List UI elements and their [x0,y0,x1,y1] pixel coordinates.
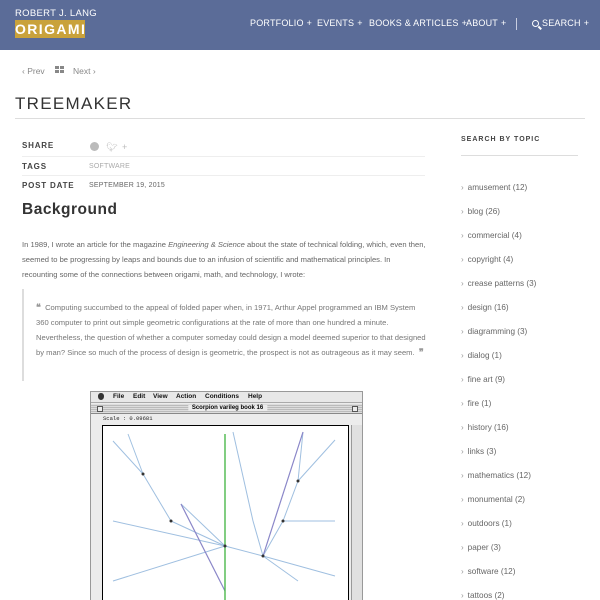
share-label: SHARE [22,141,55,150]
topic-label: design (16) [467,303,509,312]
meta-divider [22,156,425,157]
chevron-right-icon: › [461,399,464,408]
plus-icon[interactable]: + [122,142,128,152]
tree-diagram [103,426,350,600]
topic-label: outdoors (1) [467,519,512,528]
topic-link[interactable] [461,423,509,432]
topic-label: software (12) [467,567,516,576]
topic-link[interactable] [461,303,509,312]
para-text: In 1989, I wrote an article for the magazine [22,240,169,249]
twitter-icon[interactable]: 🐦︎ [106,142,118,152]
nav-item-about[interactable] [466,18,506,28]
topic-label: history (16) [467,423,509,432]
chevron-right-icon: › [461,423,464,432]
app-scrollbar [351,425,363,600]
topic-link[interactable] [461,567,515,576]
chevron-right-icon: › [461,543,464,552]
topic-link[interactable] [461,207,500,216]
quote-text: Computing succumbed to the appeal of folded paper when, in 1971, Arthur Appel programmed an IBM System 360 computer to print out simple geometric configurations at the rate of more than one hundred a minute. Nevertheless, the question of whether a computer someday could design a model deemed superior to that designed by man? Since so much of the process of design is geometric, the prospect is not as outrageous as it may seem. [36,303,426,357]
search-label: SEARCH [542,18,581,28]
chevron-right-icon: › [461,591,464,600]
search-icon [532,20,539,27]
app-titlebar [91,404,363,414]
quote-close-icon: ❞ [418,347,424,357]
post-date-value: SEPTEMBER 19, 2015 [89,182,165,189]
topic-label: paper (3) [467,543,501,552]
site-header [0,0,600,50]
zoom-box-icon [352,406,358,412]
scale-readout: Scale : 0.09681 [103,415,153,422]
plus-icon: + [357,18,363,28]
quote-open-icon: ❝ [36,302,41,312]
nav-item-portfolio[interactable] [250,18,312,28]
topic-link[interactable] [461,255,513,264]
section-heading: Background [22,201,118,218]
close-box-icon [97,406,103,412]
magazine-title: Engineering & Science [168,240,245,249]
topic-link[interactable] [461,471,531,480]
nav-label: PORTFOLIO [250,18,304,28]
topic-link[interactable] [461,375,505,384]
sidebar-divider [461,155,578,156]
chevron-right-icon: › [461,327,464,336]
meta-divider [22,175,425,176]
topic-label: links (3) [467,447,497,456]
logo-name: ROBERT J. LANG [15,8,97,19]
topic-label: copyright (4) [467,255,514,264]
chevron-right-icon: › [461,447,464,456]
title-divider [15,118,585,119]
plus-icon: + [501,18,507,28]
chevron-right-icon: › [461,471,464,480]
topic-link[interactable] [461,519,512,528]
topic-label: diagramming (3) [467,327,528,336]
topic-label: monumental (2) [467,495,526,504]
topic-link[interactable] [461,183,527,192]
chevron-right-icon: › [461,303,464,312]
topic-link[interactable] [461,351,502,360]
plus-icon: + [306,18,313,28]
prev-link[interactable]: ‹ Prev [22,66,45,76]
grid-icon[interactable] [55,66,65,74]
topic-label: blog (26) [467,207,500,216]
menu-view: View [153,393,168,400]
chevron-right-icon: › [461,519,464,528]
post-date-label: POST DATE [22,181,75,190]
sidebar-heading: SEARCH BY TOPIC [461,136,541,143]
topic-label: fine art (9) [467,375,505,384]
topic-link[interactable] [461,327,527,336]
topic-label: fire (1) [467,399,492,408]
topic-link[interactable] [461,399,491,408]
topic-link[interactable] [461,231,522,240]
topic-label: mathematics (12) [467,471,531,480]
plus-icon: + [461,18,468,28]
menu-action: Action [176,393,197,400]
menu-conditions: Conditions [205,393,239,400]
topic-link[interactable] [461,447,496,456]
chevron-right-icon: › [461,207,464,216]
topic-label: dialog (1) [467,351,502,360]
topic-label: commercial (4) [467,231,522,240]
topic-label: crease patterns (3) [467,279,537,288]
nav-item-events[interactable] [317,18,363,28]
nav-search-button[interactable] [532,18,589,28]
menu-file: File [113,393,125,400]
site-logo[interactable] [15,8,97,38]
chevron-right-icon: › [461,567,464,576]
topic-link[interactable] [461,591,505,600]
topic-link[interactable] [461,543,501,552]
tree-canvas [102,425,349,600]
nav-label: EVENTS [317,18,355,28]
topic-link[interactable] [461,495,525,504]
nav-label: ABOUT [466,18,499,28]
nav-label: BOOKS & ARTICLES [369,18,459,28]
chevron-right-icon: › [461,231,464,240]
apple-icon [98,393,104,400]
blockquote [22,289,428,381]
intro-paragraph [22,237,428,282]
chevron-right-icon: › [461,255,464,264]
app-menubar [91,392,363,403]
menu-edit: Edit [133,393,146,400]
page-title: TREEMAKER [15,94,133,113]
topic-label: tattoos (2) [467,591,505,600]
topic-label: amusement (12) [467,183,528,192]
facebook-icon[interactable]: f [90,142,99,151]
menu-help: Help [248,393,263,400]
chevron-right-icon: › [461,495,464,504]
tags-label: TAGS [22,162,47,171]
treemaker-screenshot [90,391,363,600]
app-window-title: Scorpion varileg book 16 [188,405,267,411]
nav-item-books-articles[interactable] [369,18,467,28]
logo-wordmark: ORIGAMI [15,21,87,37]
para-text: about the state of technical folding, which, even then, seemed to be progressing by leaps and bounds due to an infusion of scientific and mathematical principles. In recounting some of the connections between origami, math, and technology, I wrote: [22,240,426,279]
chevron-right-icon: › [461,351,464,360]
nav-divider [516,18,517,30]
next-link[interactable]: Next › [73,66,96,76]
tag-link[interactable]: SOFTWARE [89,163,131,170]
chevron-right-icon: › [461,279,464,288]
plus-icon: + [583,18,590,28]
chevron-right-icon: › [461,183,464,192]
topic-link[interactable] [461,279,536,288]
chevron-right-icon: › [461,375,464,384]
